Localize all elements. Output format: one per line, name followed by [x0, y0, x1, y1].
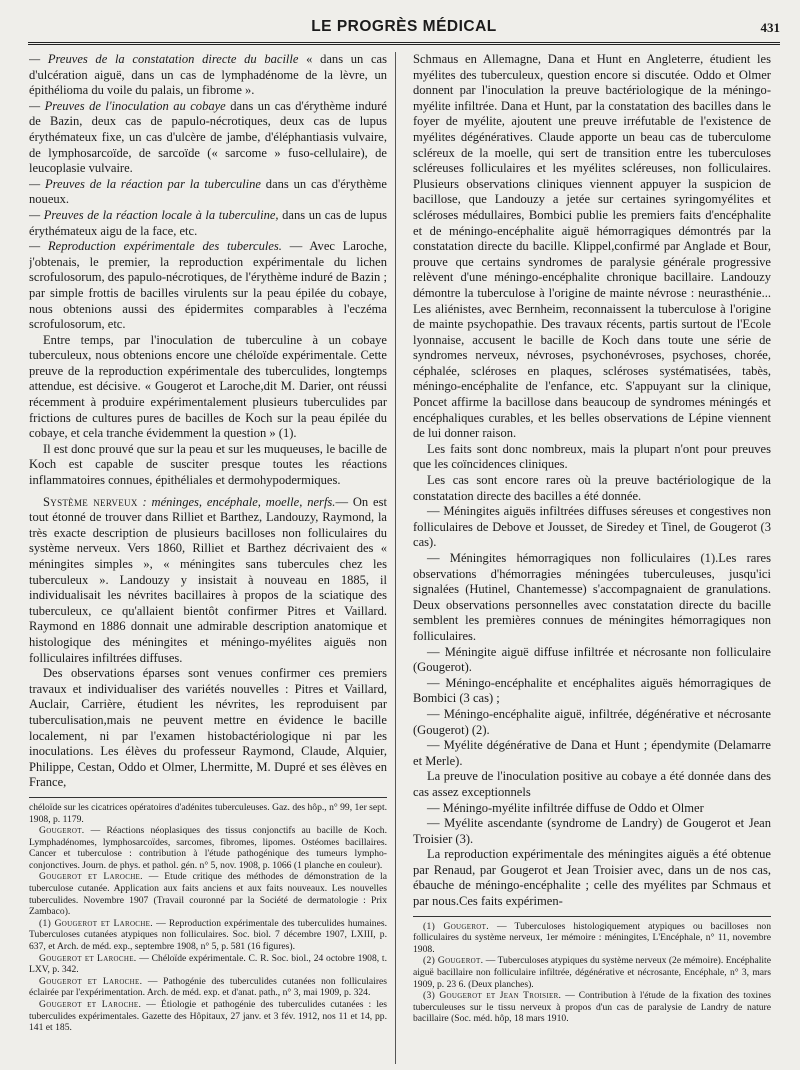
paragraph: — Méningo-encéphalite et encéphalites aiguës hémorragiques de Bombici (3 cas) ; [413, 675, 771, 706]
paragraph: — Méningites aiguës infiltrées diffuses séreuses et congestives non folliculaires de Debove et Jousset, de Siredey et Tinel, de Gougerot (3 cas). [413, 504, 771, 550]
page-header [28, 14, 780, 45]
footnote: Gougerot et Laroche. — Etude critique des méthodes de démonstration de la tuberculose cutanée. Application aux faits anciens et aux faits nouveaux. Les nouvelles tuberculides. Novembre 1907 (Travail couronné par la Société de dermatologie : Prix Zambaco). [29, 871, 387, 918]
footnote: (3) Gougerot et Jean Troisier. — Contribution à l'étude de la fixation des toxines tuberculeuses sur le tissu nerveux à propos d'un cas de paralysie de Landry de nature bacillaire (Soc. méd. hôp, 18 mars 1910. [413, 990, 771, 1025]
paragraph: Il est donc prouvé que sur la peau et sur les muqueuses, le bacille de Koch est capable de susciter presque toutes les réactions inflammatoires connues, épithéliales et dermohypodermiques. [29, 441, 387, 488]
footnotes [29, 802, 387, 1034]
paragraph: — Preuves de l'inoculation au cobaye dans un cas d'érythème induré de Bazin, deux cas de papulo-nécrotiques, deux cas de lupus érythémateux fixe, un cas d'ulcère de jambe, d'éléphantiasis vulvaire, de lymphosarcoïde, de sarcoïde (« sarcome » fuso-cellulaire), de leucoplasie vulvaire. [29, 98, 387, 176]
paragraph: Les cas sont encore rares où la preuve bactériologique de la constatation directe des bacilles a été donnée. [413, 473, 771, 503]
paragraph: — Myélite ascendante (syndrome de Landry) de Gougerot et Jean Troisier (3). [413, 816, 771, 846]
paragraph: La reproduction expérimentale des méningites aiguës a été obtenue par Renaud, par Gougerot et Jean Troisier avec, dans un de nos cas, ébauche de méningo-encéphalite ; celle des myélites par Schmaus et par nous.Ces faits expérimen- [413, 847, 771, 909]
section-paragraph: Système nerveux : méninges, encéphale, moelle, nerfs.— On est tout étonné de trouver dans Rilliet et Barthez, Landouzy, Raymond, la très exacte description de plusieurs bacilloses non folliculaires du système nerveux. Vers 1860, Rilliet et Barthez décrivaient des « méningites simples », « méningites sans tubercules chez les tuberculeux ». Landouzy y insistait à nouveau en 1885, il individualisait les névrites bacillaires à propos de la sciatique des tuberculeux, ce qu'allaient bientôt confirmer Pitres et Vaillard. Raymond en 1886 donnait une admirable description anatomique et histologique des méningites et méningo-myélites aiguës non folliculaires infiltrées diffuses. [29, 494, 387, 665]
page-number: 431 [760, 20, 780, 35]
paragraph: Les faits sont donc nombreux, mais la plupart n'ont pour preuves que les coïncidences cliniques. [413, 441, 771, 472]
footnote-rule [413, 916, 771, 917]
paragraph: — Reproduction expérimentale des tubercules. — Avec Laroche, j'obtenais, le premier, la reproduction expérimentale du lichen scrofulosorum, des papulo-nécrotiques, de l'érythème induré de Bazin ; par simple frottis de bacilles virulents sur la peau épilée du cobaye, nous obtenions aussi des épidermites comparables à l'eczéma scrofulosorum, etc. [29, 239, 387, 332]
paragraph: — Méningite aiguë diffuse infiltrée et nécrosante non folliculaire (Gougerot). [413, 644, 771, 675]
footnote: (2) Gougerot. — Tuberculoses atypiques du système nerveux (2e mémoire). Encéphalite aiguë bacillaire non folliculaire infiltrée, dégénérative et nécrosante, Encéphale, n° 3, mars 1909, p. 23 6. (Deux planches). [413, 955, 771, 990]
footnote-rule [29, 797, 387, 798]
footnote: chéloïde sur les cicatrices opératoires d'adénites tuberculeuses. Gaz. des hôp., n° 99, 1er sept. 1908, p. 1179. [29, 801, 387, 825]
footnotes [413, 921, 771, 1025]
paragraph: Schmaus en Allemagne, Dana et Hunt en Angleterre, étudient les myélites des tuberculeux, question encore si discutée. Oddo et Olmer donnent par l'inoculation la preuve bactériologique de la méningo-myélite infiltrée. Dana et Hunt, par la constatation des bacilles dans le foyer de myélite, ajoutent une preuve irréfutable de l'existence de myélites dégénératives. Claude apporte un beau cas de tuberculome scléreux de la moelle, qui sert de transition entre les tuberculoses scléreuses folliculaires et les myélites scléreuses, non folliculaires. Plusieurs observations cliniques viennent appuyer la suspicion de bacillose, que Landouzy a jetée sur certaines syringomyélites et scléroses médullaires, Bombici publie les premiers faits d'encéphalite et de méningo-encéphalite aiguë hémorragiques démontrés par la constatation directe du bacille. Klippel,confirmé par Anglade et Bour, prouve que certains syndromes de paralysie générale progressive relèvent d'une méningo-encéphalite chronique bacillaire. Landouzy démontre la tuberculose à l'origine de mainte névrose : neurasthénie... Les aliénistes, avec Bernheim, reconnaissent la tuberculose à l'origine de mainte psychopathie. Des travaux récents, partis surtout de l'Ecole lyonnaise, accusent le bacille de Koch dans toute une série de syndromes nerveux, névroses, psychonévroses, psychoses, chorée, céphalée, scléroses en plaques, scléroses systématisées, tabès, méningo-encéphalite de l'enfance, etc. S'appuyant sur la clinique, Poncet affirme la bacillose dans beaucoup de syndromes méningés et encéphaliques curables, et les belles observations de Lépine viennent de lui donner raison. [413, 52, 771, 441]
paragraph: Entre temps, par l'inoculation de tuberculine à un cobaye tuberculeux, nous obtenions encore une chéloïde expérimentale. Cette preuve de la reproduction expérimentale des tuberculides, longtemps attendue, est décisive. « Gougerot et Laroche,dit M. Darier, ont réussi récemment à produire expérimentalement plusieurs tuberculides par frictions de cultures pures de bacilles de Koch sur la peau épilée du cobaye, et cela tranche évidemment la question » (1). [29, 332, 387, 441]
section-heading: Système nerveux [43, 494, 138, 509]
footnote: (1) Gougerot et Laroche. — Reproduction expérimentale des tuberculides humaines. Tuberculoses cutanées atypiques non folliculaires. Soc. biol. 7 décembre 1907, LXIII, p. 637, et Arch. de méd. exp., septembre 1908, n° 5, p. 581 (16 figures). [29, 917, 387, 953]
paragraph: — Myélite dégénérative de Dana et Hunt ; épendymite (Delamarre et Merle). [413, 738, 771, 768]
paragraph: — Méningites hémorragiques non folliculaires (1).Les rares observations d'hémorragies méningées tuberculeuses, jusqu'ici signalées (Hutinel, Chantemesse) s'accompagnaient de granulations. Deux observations personnelles avec constatation directe du bacille semblent les premières connues de méningites hémorragiques non folliculaires. [413, 551, 771, 643]
column-divider [395, 52, 396, 1064]
left-column [29, 52, 387, 1064]
paragraph: — Preuves de la réaction locale à la tuberculine, dans un cas de lupus érythémateux aigu de la face, etc. [29, 207, 387, 238]
right-column [413, 52, 771, 1064]
footnote: Gougerot et Laroche. — Pathogénie des tuberculides cutanées non folliculaires éclairée par l'expérimentation. Arch. de méd. exp. et d'anat. path., n° 3, mai 1909, p. 324. [29, 975, 387, 999]
paragraph: — Méningo-myélite infiltrée diffuse de Oddo et Olmer [427, 800, 704, 815]
footnote: (1) Gougerot. — Tuberculoses histologiquement atypiques ou bacilloses non folliculaires du système nerveux, 1er mémoire : méningites, L'Encéphale, n° 11, novembre 1908. [413, 920, 771, 955]
footnote: Gougerot et Laroche. — Étiologie et pathogénie des tuberculides cutanées : les tuberculides expérimentales. Gazette des Hôpitaux, 27 janv. et 3 fév. 1912, nos 11 et 14, pp. 141 et 185. [29, 999, 387, 1034]
paragraph: — Preuves de la réaction par la tuberculine dans un cas d'érythème noueux. [29, 176, 387, 207]
journal-title: LE PROGRÈS MÉDICAL [311, 18, 497, 35]
footnote: Gougerot. — Réactions néoplasiques des tissus conjonctifs au bacille de Koch. Lymphadénomes, lymphosarcoïdes, sarcomes, fibromes, lipomes. Ostéomes bacillaires. Cancer et tuberculose : contribution à l'étude pathogénique des tumeurs lympho-conjonctives. Journ. de phys. et pathol. gén. n° 5, nov. 1908, p. 1066 (1 planche en couleur). [29, 825, 387, 871]
paragraph: — Méningo-encéphalite aiguë, infiltrée, dégénérative et nécrosante (Gougerot) (2). [413, 706, 771, 737]
footnote: Gougerot et Laroche. — Chéloïde expérimentale. C. R. Soc. biol., 24 octobre 1908, t. LXV, p. 342. [29, 952, 387, 976]
paragraph: La preuve de l'inoculation positive au cobaye a été donnée dans des cas assez exceptionnels [413, 769, 771, 799]
paragraph: Des observations éparses sont venues confirmer ces premiers travaux et individualiser des variétés nouvelles : Pitres et Vaillard, Auclair, Carrière, étudient les névrites, les reproduisent par tuberculisation,mais ne peuvent mettre en évidence le bacille localement, ni par l'examen histobactériologique ni par les inoculations. Les élèves du professeur Raymond, Claude, Alquier, Philippe, Cestan, Oddo et Olmer, Lhermitte, M. Dupré et ses élèves en France, [29, 666, 387, 790]
paragraph: — Preuves de la constatation directe du bacille « dans un cas d'ulcération aiguë, dans un cas de lymphadénome de la lèvre, un épithélioma du voile du palais, un fibrome ». [29, 52, 387, 98]
